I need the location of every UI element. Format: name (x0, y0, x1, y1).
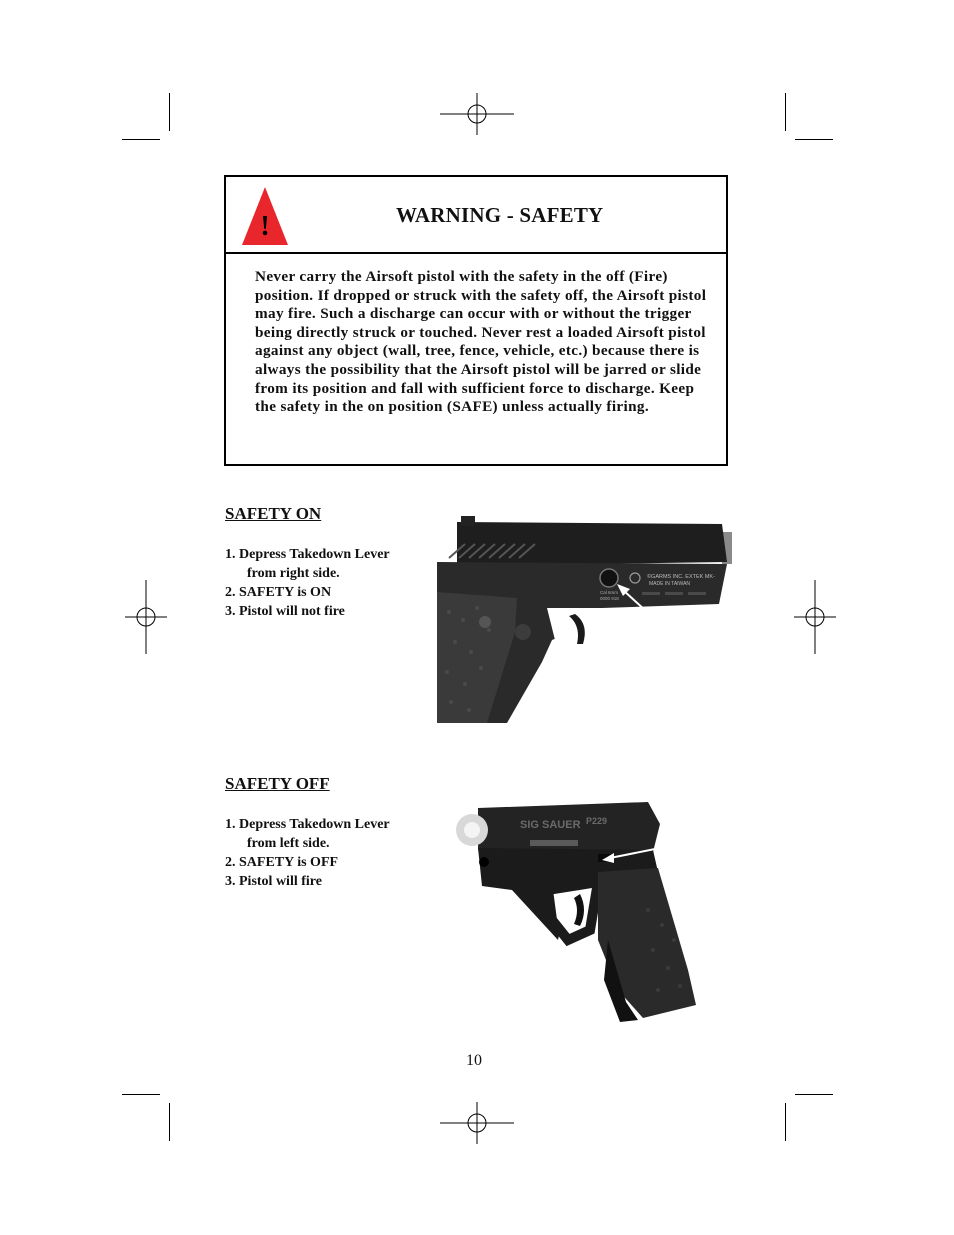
list-item (225, 853, 425, 872)
pistol-left-side-photo (448, 790, 704, 1030)
safety-on-steps (225, 545, 425, 621)
safety-on-heading: SAFETY ON (225, 504, 322, 523)
registration-mark-icon (109, 580, 183, 654)
step-text: 3. Pistol will not fire (225, 604, 345, 619)
list-item (225, 545, 425, 583)
crop-mark (169, 93, 170, 131)
registration-mark-icon (778, 580, 852, 654)
crop-mark (169, 1103, 170, 1141)
crop-mark (122, 139, 160, 140)
frame-engraving: MADE IN TAIWAN (649, 581, 691, 587)
svg-text:!: ! (260, 211, 270, 242)
warning-title: WARNING - SAFETY (396, 203, 604, 227)
frame-engraving: ©GARMS INC. EXTEK MK- (647, 574, 715, 580)
step-text: 2. SAFETY is ON (225, 585, 332, 600)
crop-mark (795, 139, 833, 140)
step-text-continued: from left side. (247, 836, 330, 851)
list-item (225, 602, 425, 621)
crop-mark (122, 1094, 160, 1095)
frame-engraving: Cal 6mm (600, 590, 619, 595)
slide-brand-engraving: SIG SAUER (520, 819, 581, 831)
registration-mark-icon (440, 1086, 514, 1160)
list-item (225, 583, 425, 602)
step-text-continued: from right side. (247, 566, 340, 581)
crop-mark (785, 93, 786, 131)
frame-engraving: 0000 918 (600, 596, 619, 601)
crop-mark (785, 1103, 786, 1141)
crop-mark (795, 1094, 833, 1095)
warning-body: Never carry the Airsoft pistol with the safety in the off (Fire) position. If dropped or struck with the safety off, the Airsoft pistol may fire. Such a discharge can occur with or without the trigger being directly struck or touched. Never rest a loaded Airsoft pistol against any object (wall, tree, fence, vehicle, etc.) because there is always the possibility that the Airsoft pistol will be jarred or slide from its position and fall with sufficient force to discharge. Keep the safety in the on position (SAFE) unless actually firing. (255, 268, 707, 416)
pistol-right-side-photo (437, 512, 732, 723)
step-text: 2. SAFETY is OFF (225, 855, 339, 870)
registration-mark-icon (440, 77, 514, 151)
warning-triangle-icon (240, 185, 290, 247)
step-text: 1. Depress Takedown Lever (225, 547, 390, 562)
list-item (225, 872, 425, 891)
safety-off-heading: SAFETY OFF (225, 774, 330, 793)
warning-header (226, 177, 726, 254)
slide-model-engraving: P229 (586, 816, 608, 826)
safety-off-steps (225, 815, 425, 891)
list-item (225, 815, 425, 853)
step-text: 1. Depress Takedown Lever (225, 817, 390, 832)
page-number: 10 (466, 1052, 482, 1069)
step-text: 3. Pistol will fire (225, 874, 322, 889)
warning-box (224, 175, 728, 466)
